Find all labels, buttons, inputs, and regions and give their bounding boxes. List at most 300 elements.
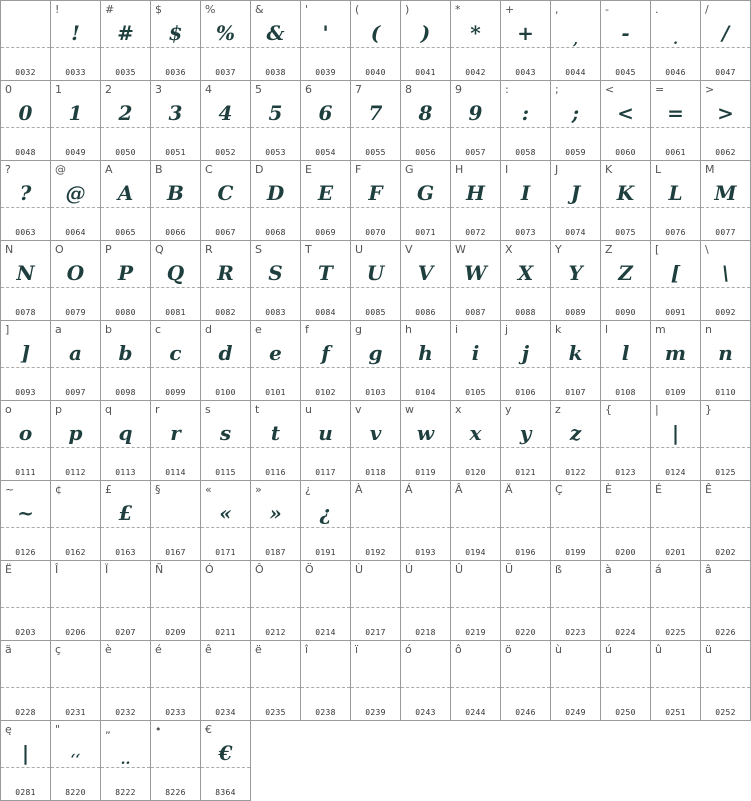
glyph-cell[interactable] <box>150 80 201 161</box>
glyph-cell-code: 0214 <box>315 628 336 637</box>
baseline-guide <box>251 687 300 688</box>
glyph-cell[interactable] <box>600 560 651 641</box>
glyph-cell-char-label: \ <box>705 243 709 256</box>
glyph-cell-char-label: Ä <box>505 483 513 496</box>
glyph-sample: B <box>167 181 184 205</box>
glyph-sample: w <box>416 421 435 445</box>
glyph-cell[interactable] <box>0 80 51 161</box>
baseline-guide <box>401 607 450 608</box>
glyph-cell[interactable] <box>200 480 251 561</box>
glyph-cell[interactable] <box>450 240 501 321</box>
baseline-guide <box>301 607 350 608</box>
glyph-cell[interactable] <box>100 640 151 721</box>
glyph-cell[interactable] <box>700 480 751 561</box>
glyph-cell[interactable] <box>250 480 301 561</box>
glyph-cell[interactable] <box>700 240 751 321</box>
glyph-cell[interactable] <box>0 320 51 401</box>
glyph-sample: 0 <box>18 101 33 125</box>
glyph-cell-code: 0105 <box>465 388 486 397</box>
glyph-cell[interactable] <box>650 160 701 241</box>
glyph-cell[interactable] <box>450 560 501 641</box>
glyph-cell-char-label: P <box>105 243 112 256</box>
glyph-cell[interactable] <box>250 560 301 641</box>
glyph-cell-code: 0238 <box>315 708 336 717</box>
glyph-cell[interactable] <box>500 480 551 561</box>
baseline-guide <box>351 607 400 608</box>
glyph-cell[interactable] <box>400 640 451 721</box>
glyph-cell[interactable] <box>150 560 201 641</box>
glyph-cell-code: 0239 <box>365 708 386 717</box>
baseline-guide <box>601 687 650 688</box>
glyph-cell[interactable] <box>650 240 701 321</box>
glyph-cell[interactable] <box>450 160 501 241</box>
glyph-cell-code: 0232 <box>115 708 136 717</box>
glyph-cell-code: 0200 <box>615 548 636 557</box>
glyph-cell[interactable] <box>50 720 101 801</box>
glyph-cell-code: 0048 <box>15 148 36 157</box>
glyph-sample: 4 <box>218 101 233 125</box>
glyph-cell[interactable] <box>400 320 451 401</box>
glyph-cell-char-label: T <box>305 243 312 256</box>
glyph-cell[interactable] <box>250 400 301 481</box>
glyph-cell-code: 0100 <box>215 388 236 397</box>
glyph-sample: 7 <box>368 101 383 125</box>
glyph-cell-code: 0249 <box>565 708 586 717</box>
glyph-cell-char-label: â <box>705 563 712 576</box>
glyph-cell-code: 0202 <box>715 548 736 557</box>
glyph-cell[interactable] <box>600 640 651 721</box>
glyph-sample: O <box>66 261 85 285</box>
glyph-cell-char-label: Ü <box>505 563 514 576</box>
glyph-cell[interactable] <box>250 0 301 81</box>
glyph-cell-char-label: 3 <box>155 83 162 96</box>
glyph-cell[interactable] <box>450 0 501 81</box>
glyph-sample: . <box>673 32 678 48</box>
glyph-cell[interactable] <box>500 640 551 721</box>
glyph-cell[interactable] <box>200 560 251 641</box>
glyph-cell-code: 0126 <box>15 548 36 557</box>
glyph-cell-char-label: O <box>55 243 64 256</box>
glyph-cell[interactable] <box>350 480 401 561</box>
glyph-cell[interactable] <box>150 640 201 721</box>
glyph-cell-char-label: j <box>505 323 509 336</box>
glyph-sample: I <box>520 181 531 205</box>
baseline-guide <box>651 687 700 688</box>
glyph-cell[interactable] <box>500 320 551 401</box>
glyph-cell-code: 0101 <box>265 388 286 397</box>
glyph-cell-char-label: Ö <box>305 563 314 576</box>
glyph-cell-char-label: K <box>605 163 613 176</box>
glyph-cell[interactable] <box>250 240 301 321</box>
glyph-cell[interactable] <box>550 320 601 401</box>
glyph-cell[interactable] <box>400 400 451 481</box>
glyph-cell-char-label: h <box>405 323 412 336</box>
glyph-cell-char-label: + <box>505 3 515 16</box>
glyph-cell[interactable] <box>250 160 301 241</box>
glyph-cell[interactable] <box>300 480 351 561</box>
glyph-cell-code: 0120 <box>465 468 486 477</box>
glyph-cell-char-label: ç <box>55 643 62 656</box>
glyph-cell[interactable] <box>0 720 51 801</box>
glyph-cell[interactable] <box>100 720 151 801</box>
glyph-sample: « <box>219 501 232 525</box>
baseline-guide <box>601 447 650 448</box>
glyph-cell[interactable] <box>0 640 51 721</box>
glyph-cell[interactable] <box>600 160 651 241</box>
glyph-sample: | <box>671 421 680 445</box>
glyph-cell[interactable] <box>650 320 701 401</box>
glyph-cell[interactable] <box>600 480 651 561</box>
glyph-cell-char-label: € <box>205 723 212 736</box>
glyph-cell[interactable] <box>100 320 151 401</box>
glyph-cell-code: 8364 <box>215 788 236 797</box>
glyph-cell[interactable] <box>0 480 51 561</box>
glyph-cell-code: 0078 <box>15 308 36 317</box>
glyph-cell-code: 0196 <box>515 548 536 557</box>
glyph-cell-char-label: Ô <box>255 563 264 576</box>
glyph-cell-char-label: p <box>55 403 62 416</box>
glyph-cell[interactable] <box>150 720 201 801</box>
glyph-cell-char-label: è <box>105 643 112 656</box>
glyph-cell[interactable] <box>650 560 701 641</box>
glyph-cell-code: 0106 <box>515 388 536 397</box>
baseline-guide <box>51 607 100 608</box>
glyph-cell[interactable] <box>600 400 651 481</box>
glyph-cell[interactable] <box>0 240 51 321</box>
glyph-cell[interactable] <box>500 80 551 161</box>
glyph-cell[interactable] <box>450 480 501 561</box>
glyph-cell[interactable] <box>200 320 251 401</box>
glyph-sample: h <box>418 341 433 365</box>
glyph-cell-code: 0051 <box>165 148 186 157</box>
glyph-cell[interactable] <box>450 640 501 721</box>
glyph-cell[interactable] <box>700 160 751 241</box>
glyph-cell[interactable] <box>600 80 651 161</box>
glyph-cell[interactable] <box>300 160 351 241</box>
glyph-sample: j <box>521 341 530 365</box>
glyph-sample: F <box>368 181 383 205</box>
glyph-cell-char-label: / <box>705 3 709 16</box>
glyph-cell[interactable] <box>100 480 151 561</box>
glyph-cell[interactable] <box>600 240 651 321</box>
glyph-cell-char-label: n <box>705 323 712 336</box>
glyph-cell[interactable] <box>200 240 251 321</box>
glyph-cell-char-label: D <box>255 163 264 176</box>
glyph-cell-code: 0192 <box>365 548 386 557</box>
glyph-sample: P <box>117 261 134 285</box>
glyph-cell[interactable] <box>50 160 101 241</box>
glyph-cell[interactable] <box>350 0 401 81</box>
glyph-cell-code: 0194 <box>465 548 486 557</box>
glyph-cell-char-label: E <box>305 163 312 176</box>
glyph-sample: ( <box>370 21 381 45</box>
glyph-cell[interactable] <box>100 0 151 81</box>
glyph-cell-code: 0112 <box>65 468 86 477</box>
glyph-cell-char-label: a <box>55 323 62 336</box>
glyph-cell[interactable] <box>550 560 601 641</box>
glyph-cell[interactable] <box>350 240 401 321</box>
glyph-cell-char-label: Â <box>455 483 463 496</box>
baseline-guide <box>551 607 600 608</box>
glyph-cell-code: 0077 <box>715 228 736 237</box>
glyph-cell-char-label: É <box>655 483 662 496</box>
glyph-cell[interactable] <box>50 560 101 641</box>
glyph-cell-char-label: ö <box>505 643 512 656</box>
glyph-cell-char-label: ? <box>5 163 11 176</box>
glyph-cell-code: 0118 <box>365 468 386 477</box>
glyph-cell[interactable] <box>550 640 601 721</box>
glyph-cell[interactable] <box>550 400 601 481</box>
glyph-cell[interactable] <box>150 480 201 561</box>
glyph-cell[interactable] <box>500 560 551 641</box>
glyph-cell[interactable] <box>50 320 101 401</box>
baseline-guide <box>1 607 50 608</box>
glyph-cell[interactable] <box>700 80 751 161</box>
glyph-cell[interactable] <box>400 240 451 321</box>
glyph-cell-code: 0093 <box>15 388 36 397</box>
baseline-guide <box>251 607 300 608</box>
glyph-cell[interactable] <box>550 480 601 561</box>
glyph-cell-char-label: M <box>705 163 715 176</box>
glyph-cell[interactable] <box>400 80 451 161</box>
glyph-cell[interactable] <box>700 0 751 81</box>
glyph-cell-char-label: 4 <box>205 83 212 96</box>
glyph-sample: ‘‘ <box>70 752 81 768</box>
glyph-cell[interactable] <box>150 400 201 481</box>
glyph-cell-char-label: s <box>205 403 211 416</box>
glyph-cell-char-label: ~ <box>5 483 15 496</box>
glyph-cell[interactable] <box>650 80 701 161</box>
glyph-cell-code: 0037 <box>215 68 236 77</box>
glyph-cell[interactable] <box>200 720 251 801</box>
glyph-cell-code: 0250 <box>615 708 636 717</box>
glyph-cell-char-label: { <box>605 403 612 416</box>
glyph-cell[interactable] <box>350 400 401 481</box>
glyph-cell-code: 0087 <box>465 308 486 317</box>
glyph-cell[interactable] <box>150 0 201 81</box>
glyph-cell-char-label: f <box>305 323 309 336</box>
glyph-cell[interactable] <box>550 0 601 81</box>
glyph-cell-char-label: c <box>155 323 162 336</box>
glyph-sample: ) <box>420 21 431 45</box>
glyph-cell-char-label: g <box>355 323 362 336</box>
glyph-cell[interactable] <box>700 560 751 641</box>
glyph-sample: & <box>266 21 285 45</box>
glyph-cell[interactable] <box>700 320 751 401</box>
glyph-sample: V <box>417 261 434 285</box>
glyph-cell[interactable] <box>350 640 401 721</box>
glyph-cell-char-label <box>5 3 9 16</box>
glyph-cell[interactable] <box>50 400 101 481</box>
glyph-cell[interactable] <box>100 160 151 241</box>
glyph-cell[interactable] <box>300 400 351 481</box>
glyph-cell[interactable] <box>450 320 501 401</box>
glyph-cell[interactable] <box>400 560 451 641</box>
glyph-cell-code: 8226 <box>165 788 186 797</box>
glyph-cell-code: 0058 <box>515 148 536 157</box>
glyph-sample: m <box>664 341 687 365</box>
baseline-guide <box>651 527 700 528</box>
glyph-cell[interactable] <box>500 0 551 81</box>
glyph-cell[interactable] <box>250 320 301 401</box>
glyph-cell[interactable] <box>0 0 51 81</box>
glyph-cell[interactable] <box>150 160 201 241</box>
glyph-sample: K <box>616 181 635 205</box>
glyph-cell[interactable] <box>350 560 401 641</box>
glyph-cell-code: 0233 <box>165 708 186 717</box>
glyph-cell[interactable] <box>0 560 51 641</box>
glyph-cell[interactable] <box>350 320 401 401</box>
glyph-cell-code: 0067 <box>215 228 236 237</box>
glyph-sample: J <box>570 181 581 205</box>
glyph-cell[interactable] <box>50 480 101 561</box>
glyph-cell[interactable] <box>200 640 251 721</box>
glyph-cell[interactable] <box>50 80 101 161</box>
glyph-cell-code: 0219 <box>465 628 486 637</box>
glyph-cell[interactable] <box>200 160 251 241</box>
glyph-cell[interactable] <box>300 560 351 641</box>
glyph-cell-code: 0033 <box>65 68 86 77</box>
glyph-cell-code: 0123 <box>615 468 636 477</box>
glyph-cell-code: 0092 <box>715 308 736 317</box>
glyph-cell[interactable] <box>100 560 151 641</box>
glyph-cell[interactable] <box>350 80 401 161</box>
glyph-cell-char-label: [ <box>655 243 660 256</box>
glyph-cell[interactable] <box>300 0 351 81</box>
glyph-cell-char-label: G <box>405 163 414 176</box>
glyph-cell-char-label: Î <box>55 563 59 576</box>
glyph-cell-char-label: o <box>5 403 12 416</box>
glyph-cell[interactable] <box>200 400 251 481</box>
baseline-guide <box>651 607 700 608</box>
glyph-sample: n <box>718 341 733 365</box>
glyph-cell-code: 0062 <box>715 148 736 157</box>
glyph-cell-code: 8220 <box>65 788 86 797</box>
glyph-sample: r <box>170 421 181 445</box>
glyph-cell-char-label: 8 <box>405 83 412 96</box>
glyph-sample: ! <box>71 21 80 45</box>
glyph-cell[interactable] <box>350 160 401 241</box>
glyph-cell-char-label: Q <box>155 243 164 256</box>
baseline-guide <box>701 687 750 688</box>
glyph-sample: ~ <box>17 501 34 525</box>
glyph-cell[interactable] <box>50 240 101 321</box>
glyph-cell-char-label: W <box>455 243 466 256</box>
glyph-cell[interactable] <box>650 400 701 481</box>
glyph-sample: = <box>667 101 684 125</box>
glyph-cell[interactable] <box>500 240 551 321</box>
glyph-cell[interactable] <box>200 0 251 81</box>
glyph-cell[interactable] <box>700 640 751 721</box>
glyph-cell[interactable] <box>400 0 451 81</box>
glyph-cell[interactable] <box>100 400 151 481</box>
glyph-sample: U <box>366 261 385 285</box>
glyph-cell-char-label: ô <box>455 643 462 656</box>
glyph-cell[interactable] <box>500 160 551 241</box>
glyph-cell-char-label: Ñ <box>155 563 164 576</box>
glyph-sample: * <box>470 21 481 45</box>
glyph-cell[interactable] <box>600 320 651 401</box>
glyph-cell-code: 0124 <box>665 468 686 477</box>
glyph-cell[interactable] <box>50 0 101 81</box>
glyph-cell-char-label: t <box>255 403 260 416</box>
glyph-cell-code: 0104 <box>415 388 436 397</box>
glyph-cell[interactable] <box>300 240 351 321</box>
glyph-cell-code: 0038 <box>265 68 286 77</box>
glyph-cell-char-label: " <box>55 723 61 736</box>
glyph-cell[interactable] <box>550 160 601 241</box>
glyph-cell-char-label: „ <box>105 723 111 736</box>
glyph-cell-char-label: ! <box>55 3 60 16</box>
glyph-cell[interactable] <box>700 400 751 481</box>
glyph-cell[interactable] <box>0 160 51 241</box>
glyph-cell[interactable] <box>300 80 351 161</box>
glyph-cell-code: 0044 <box>565 68 586 77</box>
glyph-cell[interactable] <box>150 240 201 321</box>
glyph-sample: c <box>169 341 182 365</box>
glyph-cell-code: 8222 <box>115 788 136 797</box>
glyph-cell-code: 0187 <box>265 548 286 557</box>
glyph-cell[interactable] <box>400 480 451 561</box>
glyph-cell-char-label: : <box>505 83 509 96</box>
glyph-sample: ? <box>19 181 32 205</box>
glyph-sample: R <box>217 261 234 285</box>
glyph-cell-char-label: ( <box>355 3 360 16</box>
glyph-cell[interactable] <box>450 400 501 481</box>
glyph-cell[interactable] <box>650 0 701 81</box>
glyph-cell[interactable] <box>50 640 101 721</box>
glyph-cell[interactable] <box>650 480 701 561</box>
glyph-cell-code: 0117 <box>315 468 336 477</box>
glyph-cell[interactable] <box>300 320 351 401</box>
glyph-cell[interactable] <box>550 240 601 321</box>
glyph-cell[interactable] <box>550 80 601 161</box>
glyph-cell[interactable] <box>0 400 51 481</box>
glyph-sample: g <box>368 341 383 365</box>
glyph-cell-code: 0063 <box>15 228 36 237</box>
glyph-cell[interactable] <box>200 80 251 161</box>
glyph-cell[interactable] <box>450 80 501 161</box>
glyph-cell[interactable] <box>500 400 551 481</box>
glyph-sample: C <box>217 181 234 205</box>
glyph-sample: W <box>464 261 487 285</box>
glyph-cell-char-label: ß <box>555 563 562 576</box>
glyph-cell[interactable] <box>250 640 301 721</box>
glyph-cell[interactable] <box>100 80 151 161</box>
glyph-cell-code: 0212 <box>265 628 286 637</box>
glyph-cell-code: 0252 <box>715 708 736 717</box>
glyph-cell[interactable] <box>600 0 651 81</box>
glyph-cell-char-label: ë <box>255 643 262 656</box>
glyph-cell-code: 0199 <box>565 548 586 557</box>
glyph-cell-code: 0228 <box>15 708 36 717</box>
glyph-cell[interactable] <box>300 640 351 721</box>
glyph-cell[interactable] <box>100 240 151 321</box>
glyph-cell-char-label: È <box>605 483 612 496</box>
glyph-cell-char-label: l <box>605 323 609 336</box>
glyph-cell[interactable] <box>250 80 301 161</box>
glyph-cell-char-label: U <box>355 243 364 256</box>
glyph-cell-code: 0080 <box>115 308 136 317</box>
glyph-sample: | <box>21 741 30 765</box>
glyph-cell-char-label: ) <box>405 3 410 16</box>
glyph-cell[interactable] <box>650 640 701 721</box>
glyph-cell[interactable] <box>400 160 451 241</box>
glyph-cell[interactable] <box>150 320 201 401</box>
glyph-cell-code: 0032 <box>15 68 36 77</box>
glyph-cell-char-label: 1 <box>55 83 62 96</box>
baseline-guide <box>701 447 750 448</box>
